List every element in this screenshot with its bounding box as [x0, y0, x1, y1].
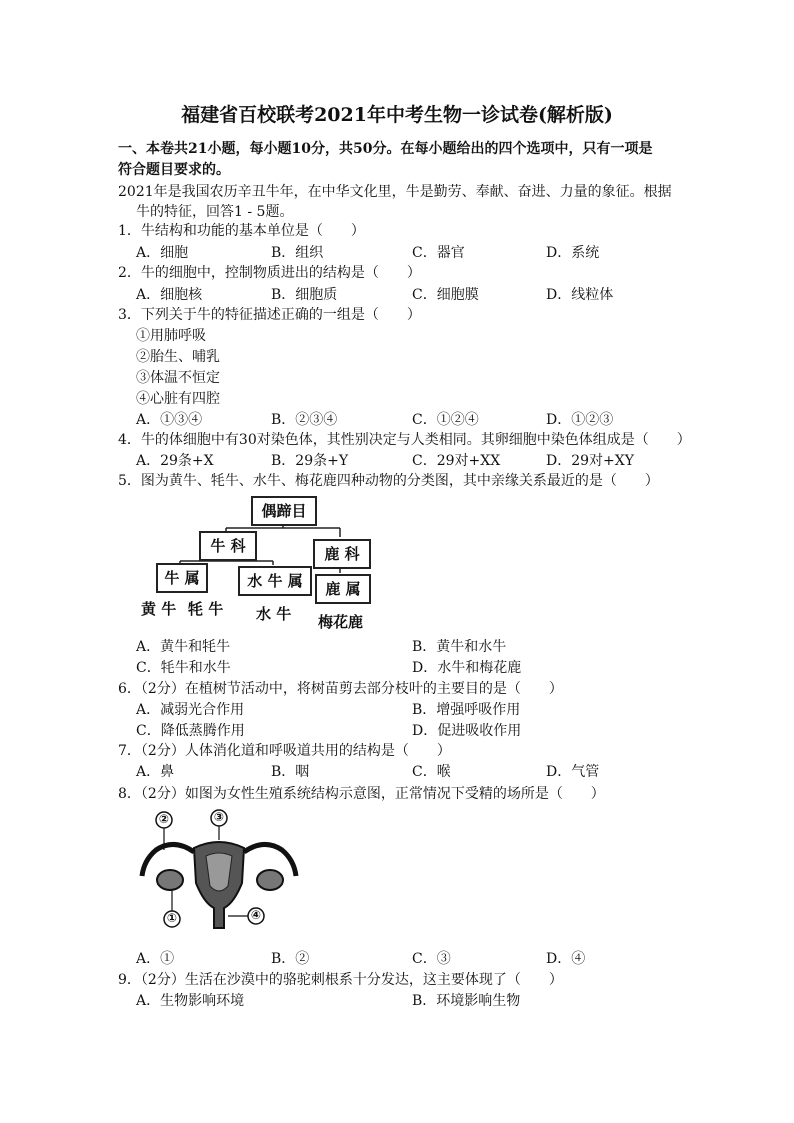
question-3-option-a[interactable]: A．①③④ — [136, 412, 203, 428]
question-3-option-d[interactable]: D．①②③ — [546, 412, 614, 428]
question-8-option-b[interactable]: B．② — [271, 951, 310, 967]
taxon-genus-bubalus-box: 水 牛 属 — [238, 566, 312, 596]
question-8-option-a[interactable]: A．① — [136, 951, 175, 967]
question-1-stem: 1．牛结构和功能的基本单位是（ ） — [118, 223, 365, 239]
question-2-option-a[interactable]: A．细胞核 — [136, 287, 203, 303]
question-3-option-b[interactable]: B．②③④ — [271, 412, 338, 428]
question-3-statement-4: ④心脏有四腔 — [136, 391, 220, 407]
question-6-option-d[interactable]: D．促进吸收作用 — [412, 723, 522, 739]
question-4-option-d[interactable]: D．29对+XY — [546, 453, 634, 469]
question-3-statement-2: ②胎生、哺乳 — [136, 349, 220, 365]
question-7-option-a[interactable]: A．鼻 — [136, 764, 175, 780]
diagram-label-3: ③ — [213, 810, 225, 824]
question-6-option-b[interactable]: B．增强呼吸作用 — [412, 702, 521, 718]
question-1-option-d[interactable]: D．系统 — [546, 245, 600, 261]
taxon-family-cattle-box: 牛 科 — [199, 531, 257, 561]
female-reproductive-diagram-drawing — [134, 808, 304, 938]
question-5-stem: 5．图为黄牛、牦牛、水牛、梅花鹿四种动物的分类图，其中亲缘关系最近的是（ ） — [118, 473, 659, 489]
question-5-option-a[interactable]: A．黄牛和牦牛 — [136, 639, 231, 655]
taxon-family-deer-box: 鹿 科 — [313, 539, 371, 569]
question-8-stem: 8．（2分）如图为女性生殖系统结构示意图，正常情况下受精的场所是（ ） — [118, 786, 605, 802]
question-6-option-a[interactable]: A．减弱光合作用 — [136, 702, 245, 718]
question-2-option-c[interactable]: C．细胞膜 — [412, 287, 479, 303]
question-9-option-a[interactable]: A．生物影响环境 — [136, 993, 245, 1009]
taxon-genus-cervus-box: 鹿 属 — [315, 574, 371, 604]
taxon-order-box: 偶蹄目 — [251, 496, 317, 526]
question-2-option-d[interactable]: D．线粒体 — [546, 287, 614, 303]
section-header: 一、本卷共21小题，每小题10分，共50分。在每小题给出的四个选项中，只有一项是 — [118, 141, 653, 157]
question-8-option-d[interactable]: D．④ — [546, 951, 586, 967]
question-3-statement-1: ①用肺呼吸 — [136, 328, 206, 344]
question-7-option-b[interactable]: B．咽 — [271, 764, 310, 780]
question-6-option-c[interactable]: C．降低蒸腾作用 — [136, 723, 245, 739]
diagram-label-4: ④ — [250, 908, 262, 922]
question-2-option-b[interactable]: B．细胞质 — [271, 287, 338, 303]
question-7-option-d[interactable]: D．气管 — [546, 764, 600, 780]
question-4-stem: 4．牛的体细胞中有30对染色体，其性别决定与人类相同。其卵细胞中染色体组成是（ ） — [118, 432, 691, 448]
question-6-stem: 6．（2分）在植树节活动中，将树苗剪去部分枝叶的主要目的是（ ） — [118, 681, 563, 697]
question-3-option-c[interactable]: C．①②④ — [412, 412, 479, 428]
question-1-option-b[interactable]: B．组织 — [271, 245, 324, 261]
question-3-statement-3: ③体温不恒定 — [136, 370, 220, 386]
species-huangniu-label: 黄 牛 — [141, 600, 177, 618]
question-1-option-a[interactable]: A．细胞 — [136, 245, 189, 261]
question-7-option-c[interactable]: C．喉 — [412, 764, 451, 780]
page-title: 福建省百校联考2021年中考生物一诊试卷(解析版) — [181, 104, 613, 126]
question-1-option-c[interactable]: C．器官 — [412, 245, 465, 261]
diagram-label-1: ① — [166, 911, 178, 925]
question-4-option-a[interactable]: A．29条+X — [136, 453, 214, 469]
intro-text-cont: 牛的特征，回答1 - 5题。 — [136, 204, 294, 220]
taxon-genus-bos-box: 牛 属 — [156, 563, 208, 593]
question-3-stem: 3．下列关于牛的特征描述正确的一组是（ ） — [118, 307, 421, 323]
intro-text: 2021年是我国农历辛丑牛年，在中华文化里，牛是勤劳、奉献、奋进、力量的象征。根据 — [118, 184, 672, 200]
species-shuiniu-label: 水 牛 — [256, 605, 292, 623]
question-7-stem: 7．（2分）人体消化道和呼吸道共用的结构是（ ） — [118, 743, 451, 759]
question-9-stem: 9．（2分）生活在沙漠中的骆驼刺根系十分发达，这主要体现了（ ） — [118, 972, 563, 988]
question-4-option-b[interactable]: B．29条+Y — [271, 453, 349, 469]
species-meihualu-label: 梅花鹿 — [318, 613, 364, 631]
question-9-option-b[interactable]: B．环境影响生物 — [412, 993, 521, 1009]
question-5-option-d[interactable]: D．水牛和梅花鹿 — [412, 660, 522, 676]
question-2-stem: 2．牛的细胞中，控制物质进出的结构是（ ） — [118, 265, 421, 281]
question-8-option-c[interactable]: C．③ — [412, 951, 451, 967]
diagram-label-2: ② — [158, 812, 170, 826]
question-5-option-c[interactable]: C．牦牛和水牛 — [136, 660, 231, 676]
species-maoniu-label: 牦 牛 — [188, 600, 224, 618]
section-header-cont: 符合题目要求的。 — [118, 162, 230, 178]
question-4-option-c[interactable]: C．29对+XX — [412, 453, 501, 469]
question-5-option-b[interactable]: B．黄牛和水牛 — [412, 639, 507, 655]
